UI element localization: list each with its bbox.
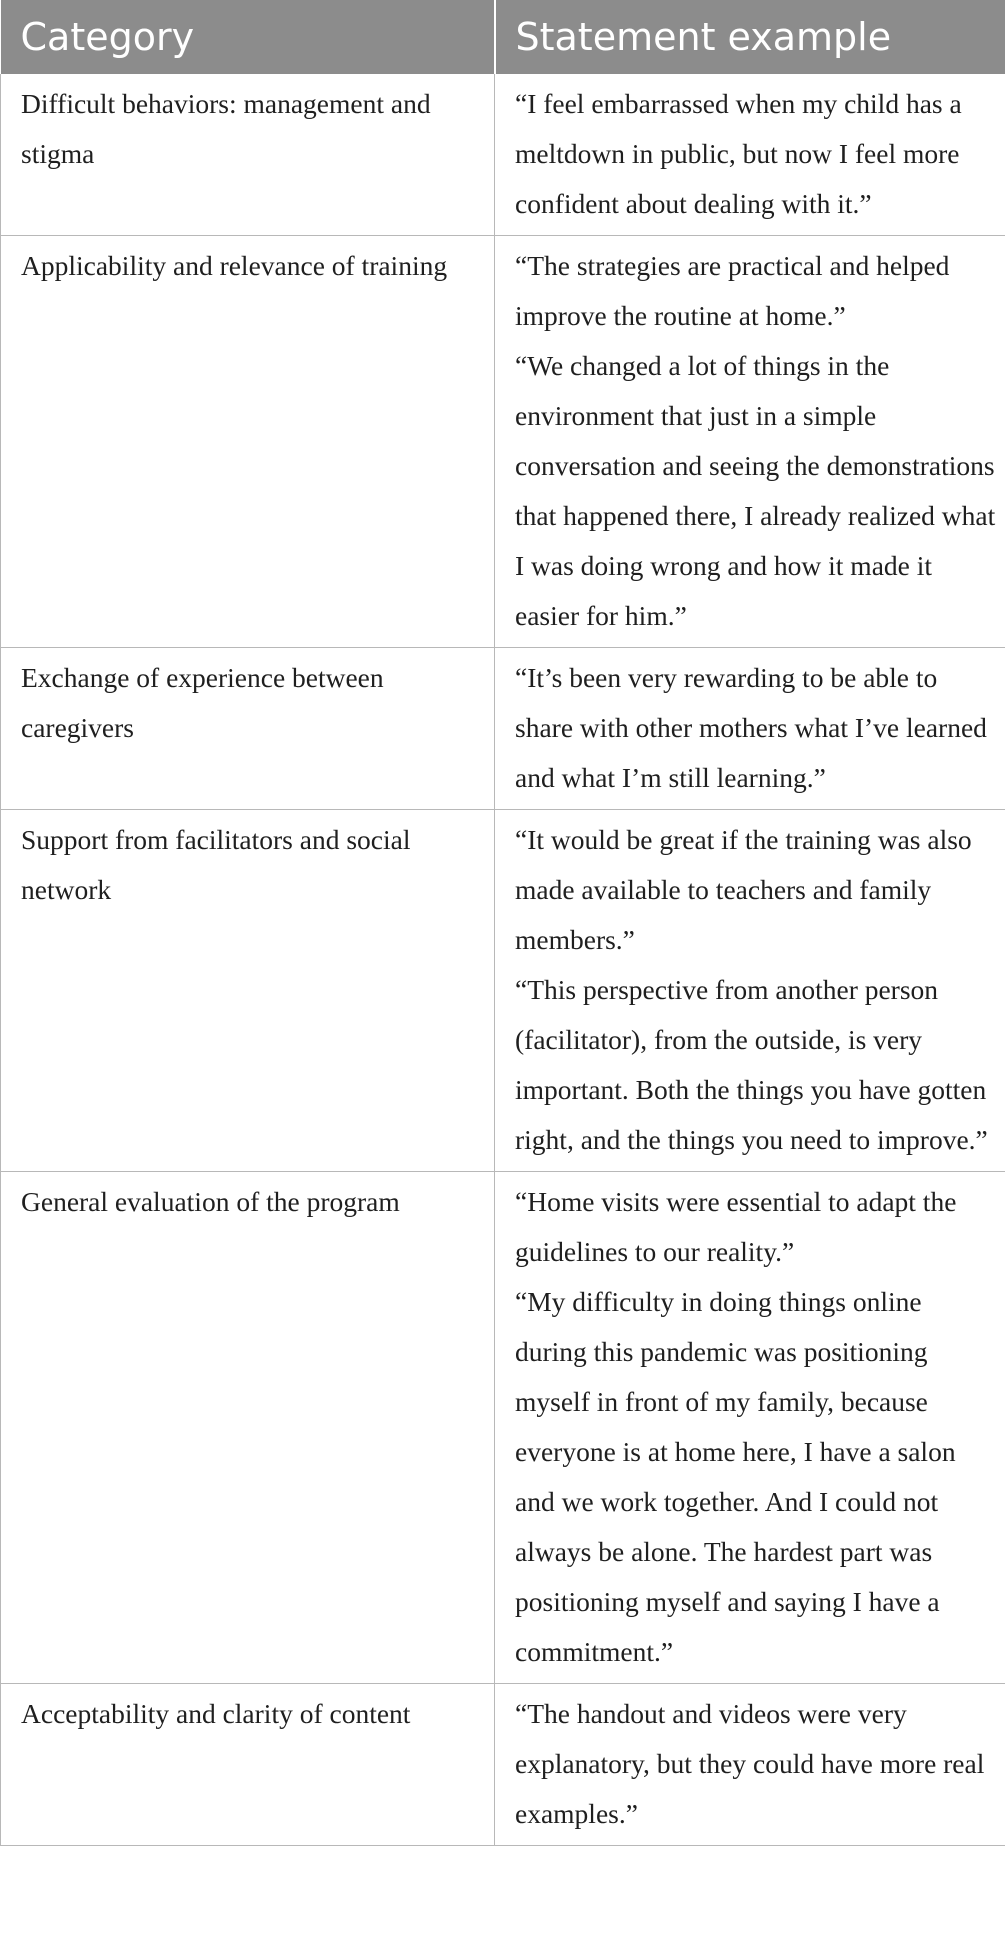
header-category: Category [1, 0, 495, 74]
statement-quote: “My difficulty in doing things online during this pandemic was positioning myself in front of my family, because everyone is at home here, I have a salon and we work together. And I could not always be alone. The hardest part was positioning myself and saying I have a commitment.” [515, 1286, 956, 1667]
table-row [1, 1684, 1005, 1846]
category-cell: Acceptability and clarity of content [1, 1684, 495, 1846]
category-cell: Difficult behaviors: management and stigma [1, 74, 495, 236]
statement-cell [495, 1684, 1005, 1846]
statement-cell [495, 810, 1005, 1172]
table-row [1, 236, 1005, 648]
statement-quote: “This perspective from another person (facilitator), from the outside, is very important. Both the things you have gotten right, and the things you need to improve.” [515, 974, 988, 1155]
category-cell: Exchange of experience between caregivers [1, 648, 495, 810]
statement-cell [495, 1172, 1005, 1684]
statement-quote: “It’s been very rewarding to be able to share with other mothers what I’ve learned and what I’m still learning.” [515, 662, 987, 793]
statement-cell [495, 648, 1005, 810]
header-row [1, 0, 1005, 74]
table-header [1, 0, 1005, 74]
statement-quote: “I feel embarrassed when my child has a meltdown in public, but now I feel more confident about dealing with it.” [515, 88, 962, 219]
category-cell: General evaluation of the program [1, 1172, 495, 1684]
header-statement-example: Statement example [495, 0, 1005, 74]
table-row [1, 648, 1005, 810]
statement-quote: “The strategies are practical and helped improve the routine at home.” [515, 250, 950, 331]
statement-quote: “We changed a lot of things in the environment that just in a simple conversation and seeing the demonstrations that happened there, I already realized what I was doing wrong and how it made it easier for him.” [515, 350, 996, 631]
statement-quote: “Home visits were essential to adapt the guidelines to our reality.” [515, 1186, 957, 1267]
table-row [1, 810, 1005, 1172]
category-cell: Applicability and relevance of training [1, 236, 495, 648]
statement-quote: “It would be great if the training was also made available to teachers and family members.” [515, 824, 972, 955]
category-cell: Support from facilitators and social network [1, 810, 495, 1172]
statement-cell [495, 74, 1005, 236]
table-row [1, 74, 1005, 236]
statement-cell [495, 236, 1005, 648]
table-row [1, 1172, 1005, 1684]
table-body [1, 74, 1005, 1846]
statement-quote: “The handout and videos were very explanatory, but they could have more real examples.” [515, 1698, 985, 1829]
